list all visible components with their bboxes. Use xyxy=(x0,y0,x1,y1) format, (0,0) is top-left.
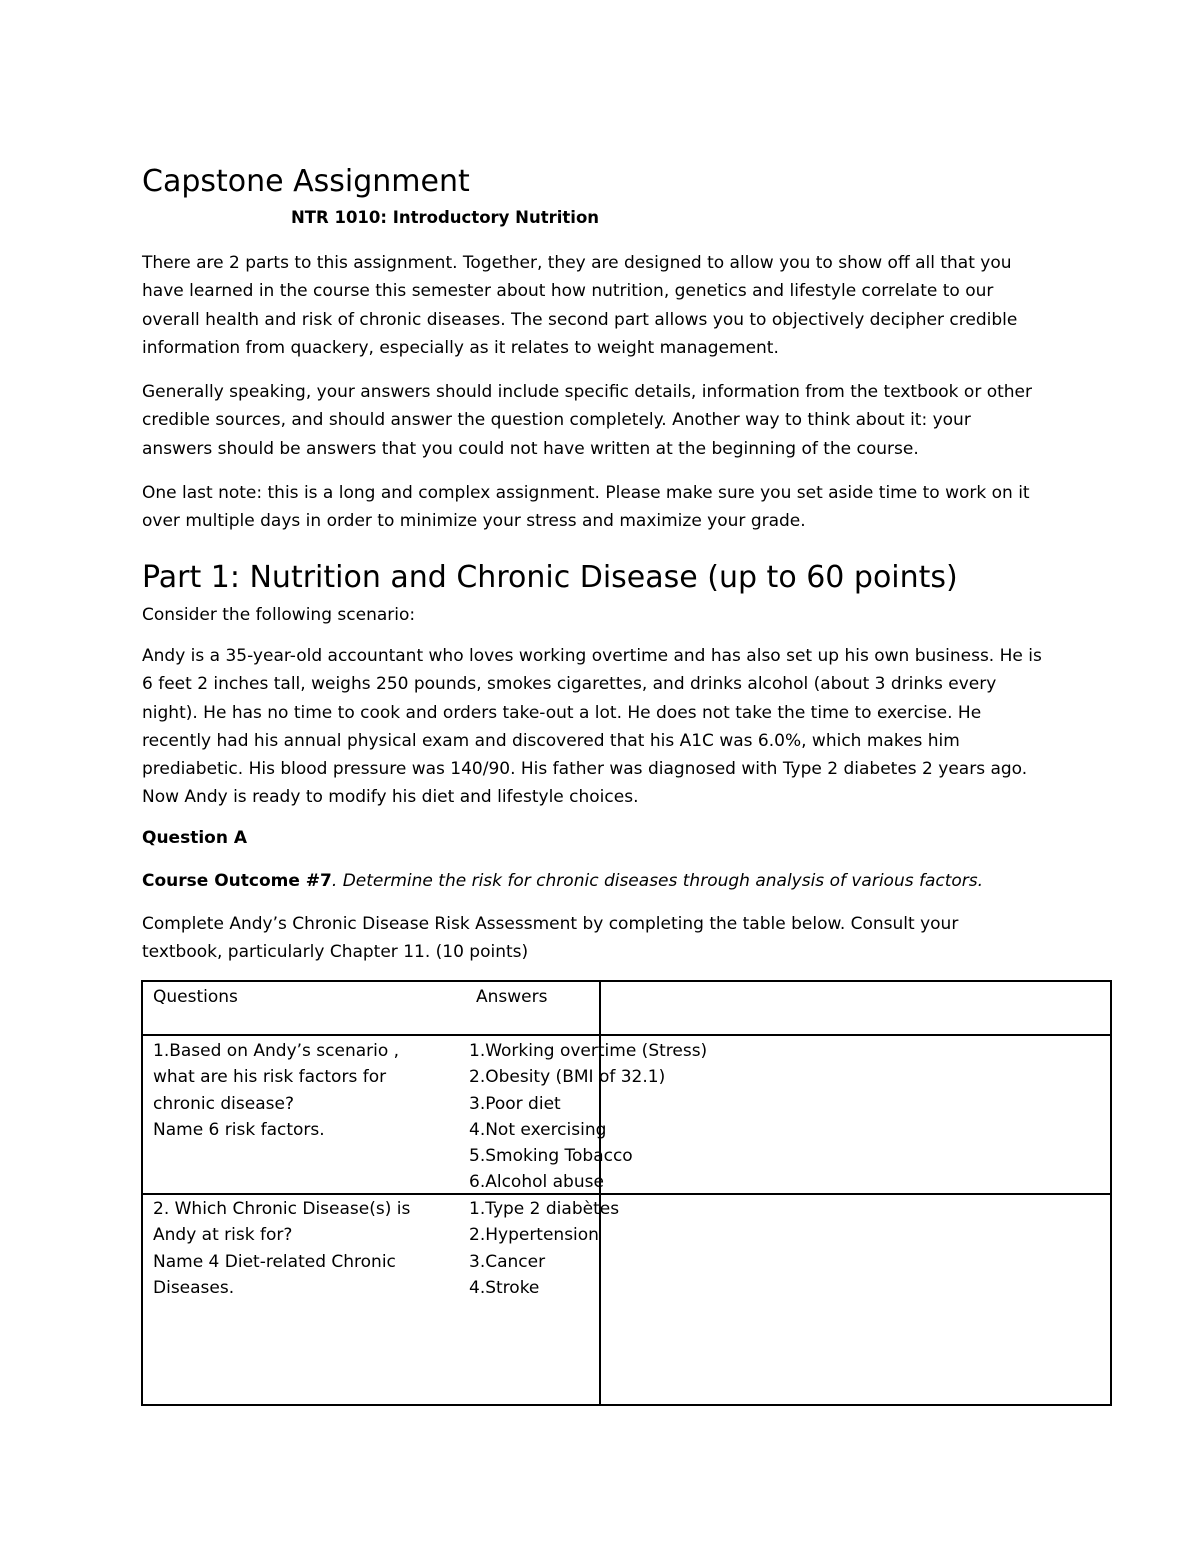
text-line: Generally speaking, your answers should include specific details, information from the textbook or other xyxy=(142,382,1033,402)
row2-answer xyxy=(469,1196,619,1301)
cell-text: chronic disease? xyxy=(153,1093,294,1114)
cell-text: Diseases. xyxy=(153,1277,235,1298)
row1-question xyxy=(153,1038,399,1143)
question-instruction xyxy=(142,910,1102,967)
cell-text: 2.Obesity (BMI of 32.1) xyxy=(469,1067,666,1088)
cell-text: 1.Working overtime (Stress) xyxy=(469,1041,708,1061)
cell-text: 4.Not exercising xyxy=(469,1119,607,1140)
scenario-paragraph xyxy=(142,642,1102,812)
header-questions xyxy=(153,984,238,1010)
cell-text: 5.Smoking Tobacco xyxy=(469,1146,633,1167)
text-line: overall health and risk of chronic diseases. The second part allows you to objectively decipher credible xyxy=(142,309,1018,330)
text-line: 6 feet 2 inches tall, weighs 250 pounds, smokes cigarettes, and drinks alcohol (about 3 drinks every xyxy=(142,674,997,695)
cell-text: 2.Hypertension xyxy=(469,1225,599,1246)
text-line: recently had his annual physical exam and discovered that his A1C was 6.0%, which makes him xyxy=(142,730,960,751)
row-divider xyxy=(143,1034,1110,1036)
cell-text: Answers xyxy=(476,987,548,1007)
text-line xyxy=(142,867,1102,895)
cell-text: Andy at risk for? xyxy=(153,1225,293,1246)
header-answers xyxy=(476,984,547,1010)
text-line: Consider the following scenario: xyxy=(142,605,416,625)
text-line: One last note: this is a long and complex assignment. Please make sure you set aside time to work on it xyxy=(142,483,1030,503)
cell-text: Name 6 risk factors. xyxy=(153,1119,325,1140)
scenario-intro xyxy=(142,601,1102,629)
text-line: answers should be answers that you could not have written at the beginning of the course. xyxy=(142,438,919,459)
text-line: Question A xyxy=(142,828,248,848)
cell-text: 4.Stroke xyxy=(469,1277,540,1298)
row2-question xyxy=(153,1196,410,1301)
part1-heading: Part 1: Nutrition and Chronic Disease (up to 60 points) xyxy=(142,560,958,595)
cell-text: 3.Cancer xyxy=(469,1251,546,1272)
cell-text: 1.Based on Andy’s scenario , xyxy=(153,1041,400,1061)
cell-text: Questions xyxy=(153,987,238,1007)
cell-text: 2. Which Chronic Disease(s) is xyxy=(153,1199,411,1219)
text-line: There are 2 parts to this assignment. Together, they are designed to allow you to show off all that you xyxy=(142,253,1012,273)
text-line: night). He has no time to cook and orders take-out a lot. He does not take the time to exercise. He xyxy=(142,702,982,723)
document-title: Capstone Assignment xyxy=(142,164,470,199)
text-line: over multiple days in order to minimize your stress and maximize your grade. xyxy=(142,511,806,532)
course-outcome xyxy=(142,867,1102,895)
text-line: Andy is a 35-year-old accountant who loves working overtime and has also set up his own business. He is xyxy=(142,646,1042,666)
cell-text: what are his risk factors for xyxy=(153,1067,387,1088)
text-line: prediabetic. His blood pressure was 140/90. His father was diagnosed with Type 2 diabetes 2 years ago. xyxy=(142,759,1028,780)
text-line: credible sources, and should answer the question completely. Another way to think about it: your xyxy=(142,410,971,431)
risk-assessment-table xyxy=(141,980,1112,1406)
course-subtitle: NTR 1010: Introductory Nutrition xyxy=(290,208,600,227)
text-line: have learned in the course this semester about how nutrition, genetics and lifestyle correlate to our xyxy=(142,281,994,302)
cell-text: 6.Alcohol abuse xyxy=(469,1172,604,1193)
question-a-heading xyxy=(142,824,1102,852)
text-line: Complete Andy’s Chronic Disease Risk Assessment by completing the table below. Consult your xyxy=(142,914,959,934)
text-line: textbook, particularly Chapter 11. (10 points) xyxy=(142,942,529,963)
intro-paragraph-1 xyxy=(142,249,1102,362)
cell-text: Name 4 Diet-related Chronic xyxy=(153,1251,396,1272)
outcome-label: Course Outcome #7 xyxy=(142,871,332,891)
cell-text: 3.Poor diet xyxy=(469,1093,561,1114)
outcome-text: . Determine the risk for chronic diseases through analysis of various factors. xyxy=(331,871,984,891)
row1-answer xyxy=(469,1038,707,1196)
text-line: Now Andy is ready to modify his diet and lifestyle choices. xyxy=(142,787,639,808)
intro-paragraph-2 xyxy=(142,378,1102,463)
intro-paragraph-3 xyxy=(142,479,1102,536)
cell-text: 1.Type 2 diabètes xyxy=(469,1199,620,1219)
text-line: information from quackery, especially as it relates to weight management. xyxy=(142,337,779,358)
